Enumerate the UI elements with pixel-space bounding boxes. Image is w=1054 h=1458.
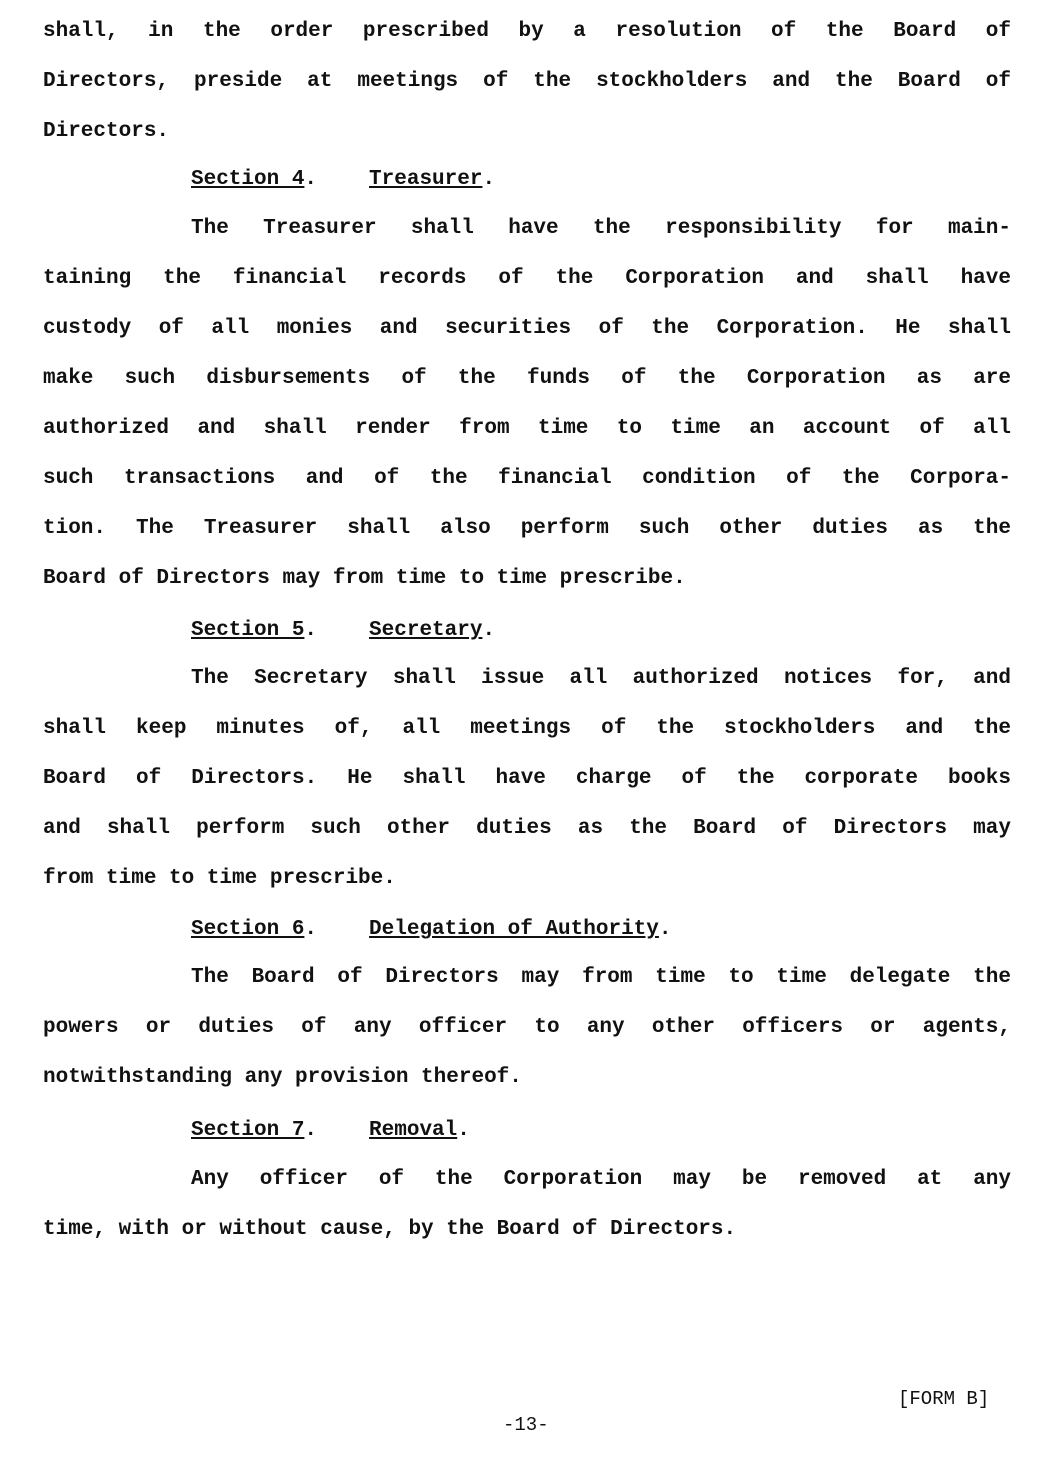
section-4-heading: Section 4. Treasurer. xyxy=(191,168,496,191)
section-6-heading: Section 6. Delegation of Authority. xyxy=(191,918,672,941)
section-5-heading: Section 5. Secretary. xyxy=(191,619,496,642)
text-line: Board of Directors may from time to time prescribe. xyxy=(43,567,686,590)
text-line: taining the financial records of the Corporation and shall have xyxy=(43,267,1011,290)
text-line: Directors. xyxy=(43,120,170,143)
text-line: The Treasurer shall have the responsibility for main- xyxy=(191,217,1011,240)
section-title: Removal xyxy=(369,1119,458,1142)
text-line: make such disbursements of the funds of the Corporation as are xyxy=(43,367,1011,390)
section-title: Treasurer xyxy=(369,168,483,191)
text-line: from time to time prescribe. xyxy=(43,867,396,890)
section-7-heading: Section 7. Removal. xyxy=(191,1119,470,1142)
section-title: Secretary xyxy=(369,619,483,642)
section-title: Delegation of Authority xyxy=(369,918,659,941)
text-line: shall, in the order prescribed by a resolution of the Board of xyxy=(43,20,1011,43)
section-number: Section 5 xyxy=(191,619,305,642)
text-line: authorized and shall render from time to time an account of all xyxy=(43,417,1011,440)
section-4-paragraph xyxy=(43,204,1011,604)
text-line: Board of Directors. He shall have charge of the corporate books xyxy=(43,767,1011,790)
text-line: The Board of Directors may from time to time delegate the xyxy=(191,966,1011,989)
section-number: Section 7 xyxy=(191,1119,305,1142)
page-number: -13- xyxy=(503,1414,549,1436)
text-line: tion. The Treasurer shall also perform such other duties as the xyxy=(43,517,1011,540)
text-line: notwithstanding any provision thereof. xyxy=(43,1066,522,1089)
form-label: [FORM B] xyxy=(898,1388,990,1410)
intro-paragraph xyxy=(43,7,1011,157)
section-number: Section 6 xyxy=(191,918,305,941)
text-line: powers or duties of any officer to any other officers or agents, xyxy=(43,1016,1011,1039)
section-6-paragraph xyxy=(43,953,1011,1103)
section-number: Section 4 xyxy=(191,168,305,191)
section-7-paragraph xyxy=(43,1155,1011,1255)
text-line: shall keep minutes of, all meetings of the stockholders and the xyxy=(43,717,1011,740)
text-line: time, with or without cause, by the Board of Directors. xyxy=(43,1218,737,1241)
section-5-paragraph xyxy=(43,654,1011,904)
text-line: such transactions and of the financial condition of the Corpora- xyxy=(43,467,1011,490)
text-line: and shall perform such other duties as the Board of Directors may xyxy=(43,817,1011,840)
text-line: custody of all monies and securities of the Corporation. He shall xyxy=(43,317,1011,340)
text-line: The Secretary shall issue all authorized notices for, and xyxy=(191,667,1011,690)
text-line: Any officer of the Corporation may be removed at any xyxy=(191,1168,1011,1191)
text-line: Directors, preside at meetings of the stockholders and the Board of xyxy=(43,70,1011,93)
